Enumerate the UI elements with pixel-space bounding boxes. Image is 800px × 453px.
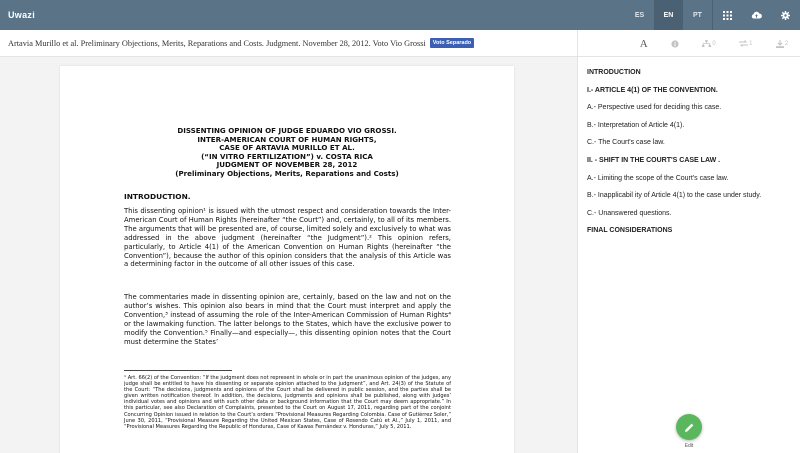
- body-paragraph: The commentaries made in dissenting opinion are, certainly, based on the law and not on the author’s wishes. This opinion also bears in mind that the Court must interpret and apply the Convention,³ instead of assuming the role of the Inter-American Commission of Human Rights⁴ or the lawmaking function. The latter belongs to the States, which have the exclusive power to modify the Convention.⁵ Finally—and especially—, this dissenting opinion notes that the Court must determine the States’: [124, 293, 451, 346]
- table-of-contents-panel: [577, 57, 800, 453]
- document-title: Artavia Murillo et al. Preliminary Objections, Merits, Reparations and Costs. Judgment. November 28, 2012. Voto Vio Grossi: [8, 38, 426, 48]
- heading-line: (“IN VITRO FERTILIZATION”) v. COSTA RICA: [201, 151, 373, 161]
- download-icon: [776, 40, 784, 48]
- edit-button-label: Edit: [684, 443, 694, 449]
- font-size-button[interactable]: [640, 38, 648, 50]
- toc-item[interactable]: B.- Interpretation of Article 4(1).: [587, 121, 685, 129]
- language-en[interactable]: EN: [654, 0, 683, 30]
- document-header: [0, 30, 800, 57]
- info-button[interactable]: [671, 40, 679, 48]
- toc-item[interactable]: B.- Inapplicabil ity of Article 4(1) to the case under study.: [587, 192, 762, 200]
- top-bar: [0, 0, 800, 30]
- heading-line: CASE OF ARTAVIA MURILLO ET AL.: [219, 143, 355, 153]
- heading-line: DISSENTING OPINION OF JUDGE EDUARDO VIO GROSSI.: [177, 126, 397, 135]
- document-heading: [60, 127, 514, 179]
- toc-item[interactable]: FINAL CONSIDERATIONS: [587, 227, 673, 235]
- info-icon: [671, 40, 679, 48]
- pencil-icon: [684, 422, 695, 433]
- cloud-upload-icon[interactable]: [742, 0, 771, 30]
- language-pt[interactable]: PT: [693, 11, 702, 19]
- toc-item[interactable]: A.- Limiting the scope of the Court's case law.: [587, 174, 729, 182]
- connections-icon: [702, 40, 711, 47]
- toc-item[interactable]: A.- Perspective used for deciding this case.: [587, 104, 722, 112]
- heading-line: INTER-AMERICAN COURT OF HUMAN RIGHTS,: [197, 134, 377, 144]
- document-type-badge: Voto Separado: [430, 38, 474, 48]
- settings-icon[interactable]: [771, 0, 800, 30]
- app-logo[interactable]: Uwazi: [8, 10, 36, 20]
- heading-line: (Preliminary Objections, Merits, Reparations and Costs): [175, 168, 399, 178]
- connections-button[interactable]: [702, 40, 715, 47]
- exchange-icon: [739, 40, 748, 47]
- toc-item[interactable]: C.- The Court's case law.: [587, 139, 665, 147]
- attachments-count: 2: [784, 40, 789, 47]
- connections-count: 0: [712, 40, 716, 47]
- toc-item[interactable]: C.- Unanswered questions.: [587, 209, 672, 217]
- references-count: 1: [749, 40, 753, 47]
- toc-item[interactable]: II. - SHIFT IN THE COURT'S CASE LAW .: [587, 156, 721, 164]
- footnote: ¹ Art. 66(2) of the Convention: “If the judgment does not represent in whole or in part the unanimous opinion of the judges, any judge shall be entitled to have his dissenting or separate opinion attached to the judgment”, and Art. 24(3) of the Statute of the Court: “The decisions, judgments and opinions of the Court shall be delivered in public session, and the parties shall be given written notification thereof. In addition, the decisions, judgments and opinions shall be published, along with judges’ individual votes and opinions and with such other data or background information that the Court may deem appropriate.” In this particular, see also Declaration of Complaints, presented to the Court on August 17, 2011, regarding part of the conjoint Concurring Opinion issued in relation to the Court’s orders “Provisional Measures Regarding Colombia. Case of Gutiérrez Soler,” June 30, 2011, “Provisional Measure Regarding the United Mexican States, Case of Rosendo Catú et Al.,” July 1, 2011, and “Provisional Measures Regarding the Republic of Honduras, Case of Kawas Fernández v. Honduras,” July 5, 2011.: [124, 375, 451, 430]
- edit-button[interactable]: [676, 414, 702, 440]
- attachments-button[interactable]: [776, 40, 788, 48]
- table-of-contents: [578, 57, 800, 244]
- viewer-toolbar: [577, 30, 800, 57]
- document-viewer[interactable]: [0, 57, 577, 453]
- font-icon: A: [639, 37, 648, 50]
- document-page[interactable]: [60, 66, 514, 453]
- body-paragraph: This dissenting opinion¹ is issued with the utmost respect and consideration towards the Inter-American Court of Human Rights (hereinafter “the Court”) and, certainly, to all of its members. The arguments that will be presented are, of course, limited solely and exclusively to what was addressed in the above judgment (hereinafter “the Judgment”).² This opinion refers, particularly, to Article 4(1) of the American Convention on Human Rights (hereinafter “the Convention”), because the author of this opinion considers that the analysis of this Article was a determining factor in the outcome of all other issues of this case.: [124, 207, 451, 269]
- grid-icon[interactable]: [713, 0, 742, 30]
- toc-item[interactable]: INTRODUCTION: [587, 69, 641, 76]
- heading-line: JUDGMENT OF NOVEMBER 28, 2012: [216, 160, 358, 170]
- introduction-heading: INTRODUCTION.: [124, 192, 191, 201]
- footnote-divider: [124, 370, 232, 371]
- language-es[interactable]: ES: [634, 11, 645, 19]
- toc-item[interactable]: I.- ARTICLE 4(1) OF THE CONVENTION.: [587, 86, 718, 94]
- references-button[interactable]: [739, 40, 752, 47]
